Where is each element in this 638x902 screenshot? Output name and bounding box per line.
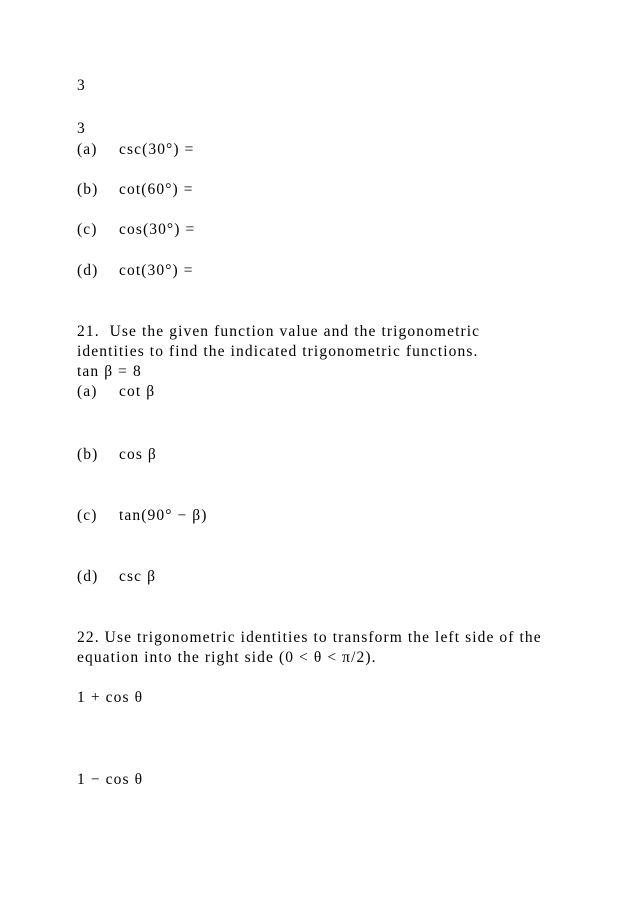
q22-prompt-line2: equation into the right side (0 < θ < π/2). bbox=[77, 649, 377, 666]
q21-part-d bbox=[77, 568, 156, 586]
q22-numerator: 1 + cos θ bbox=[77, 689, 144, 706]
q21-prompt-line2: identities to find the indicated trigonometric functions. bbox=[77, 343, 479, 360]
part-text: csc(30°) = bbox=[119, 141, 195, 158]
part-label: (b) bbox=[77, 446, 99, 463]
q21-prompt-line1: 21. Use the given function value and the trigonometric bbox=[77, 323, 481, 340]
fraction-denominator-3: 3 bbox=[77, 120, 86, 137]
part-label: (a) bbox=[77, 141, 98, 158]
q20-part-d bbox=[77, 262, 194, 280]
q21-part-b bbox=[77, 446, 157, 464]
part-label: (c) bbox=[77, 507, 98, 524]
part-label: (a) bbox=[77, 383, 98, 400]
q21-given: tan β = 8 bbox=[77, 363, 142, 380]
q21-part-a bbox=[77, 383, 155, 401]
part-text: csc β bbox=[119, 568, 157, 585]
q22-denominator: 1 − cos θ bbox=[77, 771, 144, 788]
part-text: tan(90° − β) bbox=[119, 507, 208, 524]
part-label: (b) bbox=[77, 181, 99, 198]
part-text: cot(60°) = bbox=[119, 181, 194, 198]
q20-part-c bbox=[77, 221, 195, 239]
q21-part-c bbox=[77, 507, 208, 525]
part-text: cot β bbox=[119, 383, 156, 400]
fraction-numerator-3: 3 bbox=[77, 77, 86, 94]
part-text: cos(30°) = bbox=[119, 221, 196, 238]
q20-part-a bbox=[77, 141, 194, 159]
part-label: (c) bbox=[77, 221, 98, 238]
q20-part-b bbox=[77, 181, 194, 199]
part-text: cot(30°) = bbox=[119, 262, 194, 279]
q22-prompt-line1: 22. Use trigonometric identities to transform the left side of the bbox=[77, 629, 542, 646]
part-label: (d) bbox=[77, 568, 99, 585]
part-text: cos β bbox=[119, 446, 157, 463]
part-label: (d) bbox=[77, 262, 99, 279]
